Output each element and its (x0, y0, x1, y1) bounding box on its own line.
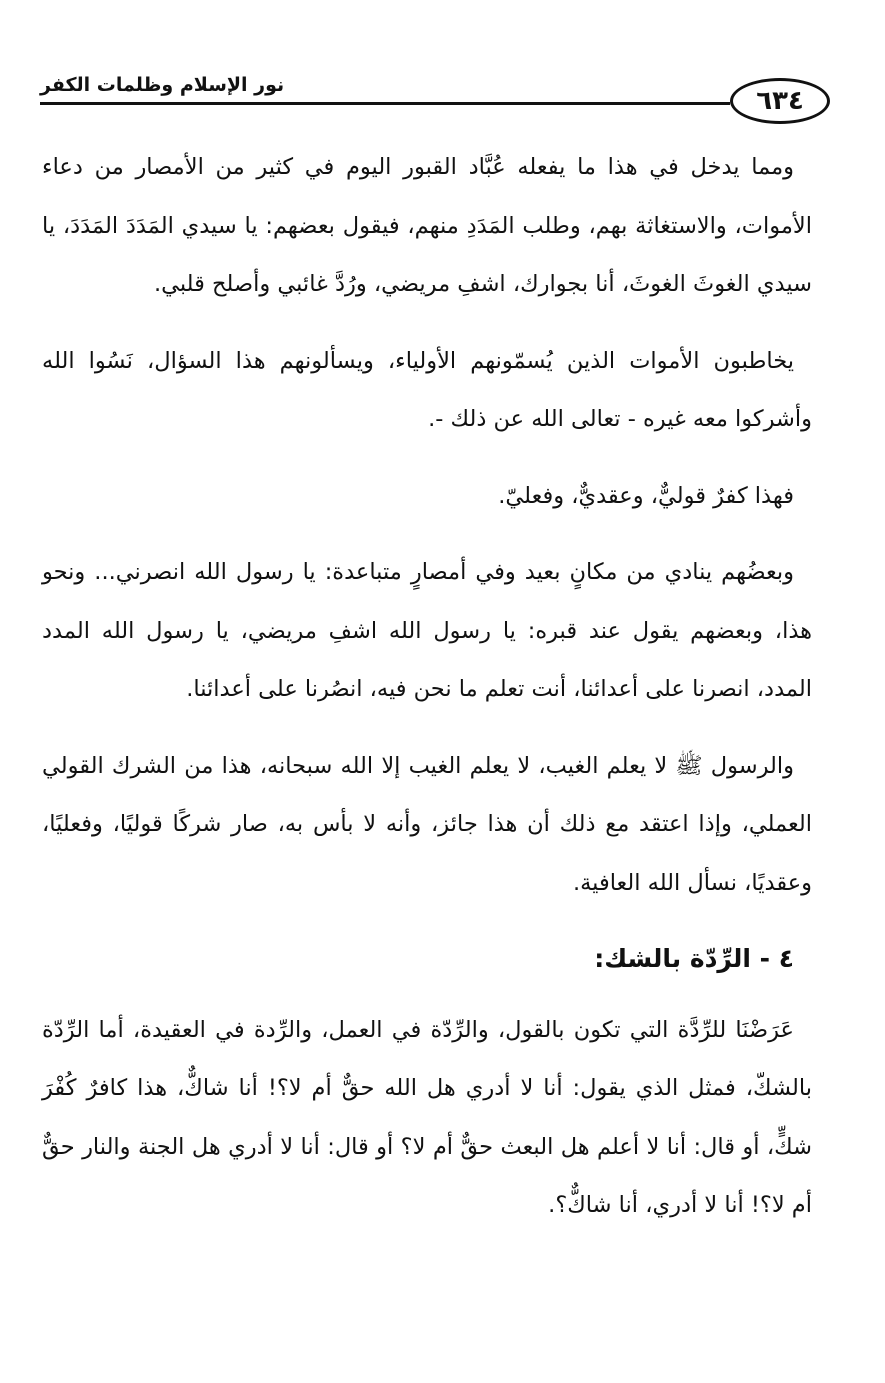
body-text (42, 138, 812, 1253)
section-heading: ٤ - الرِّدّة بالشك: (594, 944, 794, 973)
paragraph: عَرَضْنَا للرِّدَّة التي تكون بالقول، والرِّدّة في العمل، والرِّدة في العقيدة، أما الرِّدّة بالشكّ، فمثل الذي يقول: أنا لا أدري هل الله حقٌّ أم لا؟! أنا شاكٌّ، هذا كافرٌ كُفْرَ شكٍّ، أو قال: أنا لا أعلم هل البعث حقٌّ أم لا؟ أو قال: أنا لا أدري هل الجنة والنار حقٌّ أم لا؟! أنا لا أدري، أنا شاكٌّ؟. (42, 1016, 812, 1218)
page-header (40, 68, 830, 128)
paragraph: ومما يدخل في هذا ما يفعله عُبَّاد القبور اليوم في كثير من الأمصار من دعاء الأموات، والاستغاثة بهم، وطلب المَدَدِ منهم، فيقول بعضهم: يا سيدي المَدَدَ المَدَدَ، يا سيدي الغوثَ الغوثَ، أنا بجوارك، اشفِ مريضي، ورُدَّ غائبي وأصلح قلبي. (42, 154, 812, 297)
paragraph: وبعضُهم ينادي من مكانٍ بعيد وفي أمصارٍ متباعدة: يا رسول الله انصرني... ونحو هذا، وبعضهم يقول عند قبره: يا رسول الله اشفِ مريضي، يا رسول الله المدد المدد، انصرنا على أعدائنا، أنت تعلم ما نحن فيه، انصُرنا على أعدائنا. (42, 559, 812, 702)
paragraph: يخاطبون الأموات الذين يُسمّونهم الأولياء، ويسألونهم هذا السؤال، نَسُوا الله وأشركوا معه غيره ‑ تعالى الله عن ذلك ‑. (42, 347, 812, 432)
running-title: نور الإسلام وظلمات الكفر (40, 74, 285, 96)
paragraph: فهذا كفرٌ قوليٌّ، وعقديٌّ، وفعليّ. (498, 482, 794, 509)
header-rule (40, 102, 730, 105)
page-number: ٦٣٤ (730, 78, 830, 124)
paragraph: والرسول ﷺ لا يعلم الغيب، لا يعلم الغيب إلا الله سبحانه، هذا من الشرك القولي العملي، وإذا اعتقد مع ذلك أن هذا جائز، وأنه لا بأس به، صار شركًا قوليًا، وفعليًا، وعقديًا، نسأل الله العافية. (42, 752, 812, 896)
